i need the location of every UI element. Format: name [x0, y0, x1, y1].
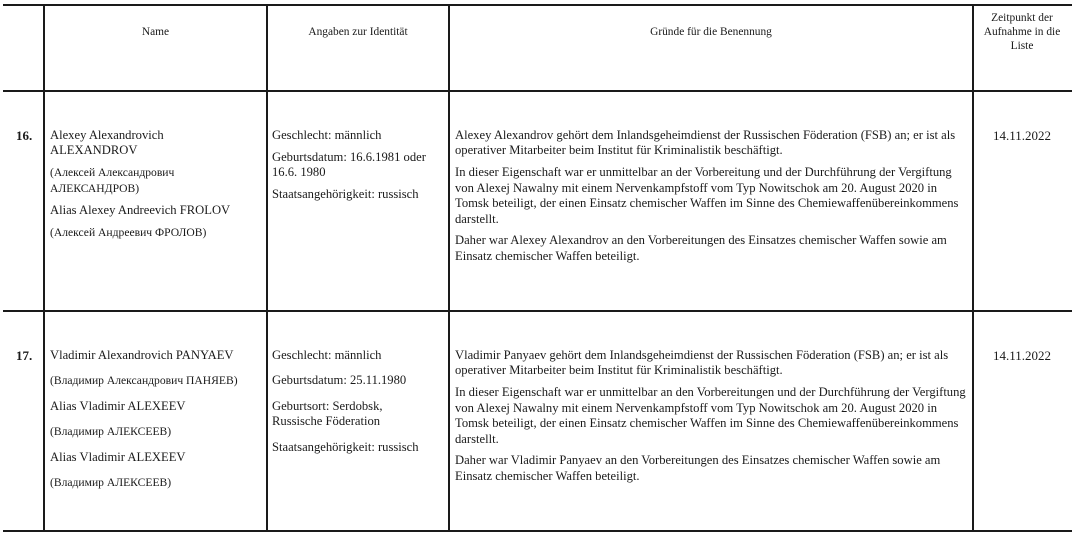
identity-line: Geschlecht: männlich — [272, 348, 382, 362]
identity-line: Geburtsdatum: 16.6.1981 oder 16.6. 1980 — [272, 149, 426, 180]
alias-line-cyrillic: (Алексей Андреевич ФРОЛОВ) — [50, 225, 207, 239]
alias-line: Alias Vladimir ALEXEEV — [50, 449, 186, 464]
reason-paragraph: Daher war Vladimir Panyaev an den Vorbereitungen des Einsatzes chemischer Waffen sowie am Einsatz chemischer Waffen beteiligt. — [455, 453, 941, 483]
reason-paragraph: Vladimir Panyaev gehört dem Inlandsgeheimdienst der Russischen Föderation (FSB) an; er ist als operativer Mitarbeiter beim Institut für Kriminalistik beschäftigt. — [455, 348, 949, 378]
name-line: Alexey Alexandrovich ALEXANDROV — [50, 128, 164, 158]
header-identity: Angaben zur Identität — [308, 26, 408, 38]
alias-line-cyrillic: (Владимир АЛЕКСЕЕВ) — [50, 476, 172, 490]
name-cell — [50, 128, 264, 246]
reasons-cell — [455, 128, 969, 271]
header-bottom-border — [3, 90, 1072, 92]
row-number: 16. — [16, 128, 33, 143]
alias-line-cyrillic: (Владимир АЛЕКСЕЕВ) — [50, 425, 172, 439]
reason-paragraph: Daher war Alexey Alexandrov an den Vorbereitungen des Einsatzes chemischer Waffen sowie am Einsatz chemischer Waffen beteiligt. — [455, 233, 947, 263]
column-divider — [448, 4, 450, 532]
listing-date: 14.11.2022 — [992, 128, 1052, 143]
listing-date: 14.11.2022 — [992, 348, 1052, 363]
alias-line: Alias Vladimir ALEXEEV — [50, 398, 186, 413]
column-divider — [266, 4, 268, 532]
identity-line: Geschlecht: männlich — [272, 128, 382, 142]
identity-cell — [272, 348, 444, 462]
identity-line: Staatsangehörigkeit: russisch — [272, 439, 419, 454]
header-name: Name — [141, 26, 170, 38]
column-divider — [43, 4, 45, 532]
reasons-cell — [455, 348, 969, 491]
name-line: Vladimir Alexandrovich PANYAEV — [50, 348, 234, 362]
reason-paragraph: Alexey Alexandrov gehört dem Inlandsgeheimdienst der Russischen Föderation (FSB) an; er ist als operativer Mitarbeiter beim Institut für Kriminalistik beschäftigt. — [455, 128, 956, 158]
identity-cell — [272, 128, 444, 209]
reason-paragraph: In dieser Eigenschaft war er unmittelbar an der Vorbereitung und der Durchführung der Vergiftung von Alexej Nawalny mit einem Nervenkampfstoff vom Typ Nowitschok am 20. August 2020 in Tomsk beteiligt, der einen Einsatz chemischer Waffen im Sinne des Chemiewaffenübereinkommens darstellt. — [455, 165, 959, 226]
identity-line: Geburtsdatum: 25.11.1980 — [272, 373, 407, 388]
table-bottom-border — [3, 530, 1072, 532]
table-top-border — [3, 4, 1072, 6]
name-cell — [50, 348, 264, 497]
header-date: Zeitpunkt der Aufnahme in die Liste — [983, 12, 1061, 52]
identity-line: Staatsangehörigkeit: russisch — [272, 187, 419, 202]
row-number: 17. — [16, 348, 33, 363]
header-reasons: Gründe für die Benennung — [650, 26, 772, 38]
name-line-cyrillic: (Алексей Александрович АЛЕКСАНДРОВ) — [50, 166, 175, 195]
identity-line: Geburtsort: Serdobsk, Russische Föderation — [272, 398, 383, 429]
alias-line: Alias Alexey Andreevich FROLOV — [50, 202, 231, 217]
name-line-cyrillic: (Владимир Александрович ПАНЯЕВ) — [50, 374, 238, 388]
column-divider — [972, 4, 974, 532]
reason-paragraph: In dieser Eigenschaft war er unmittelbar an den Vorbereitungen und der Durchführung der Vergiftung von Alexej Nawalny mit einem Nervenkampfstoff vom Typ Nowitschok am 20. August 2020 in Tomsk beteiligt, der einen Einsatz chemischer Waffen im Sinne des Chemiewaffenübereinkommens darstellt. — [455, 385, 966, 446]
row-divider — [3, 310, 1072, 312]
